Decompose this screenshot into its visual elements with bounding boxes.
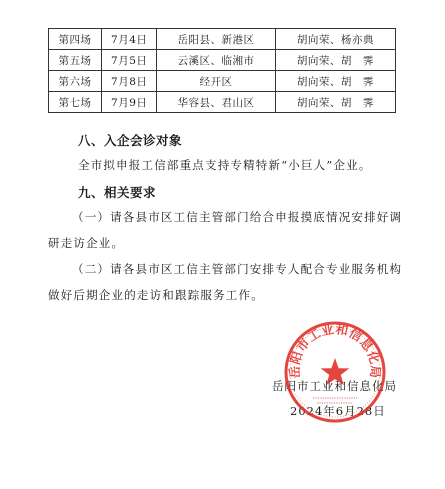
date-cell: 7月8日 (102, 71, 157, 92)
area-cell: 云溪区、临湘市 (157, 50, 275, 71)
session-cell: 第七场 (49, 92, 102, 113)
area-cell: 经开区 (157, 71, 275, 92)
star-icon (321, 358, 350, 385)
table-row (49, 71, 396, 92)
staff-cell: 胡向荣、胡 霁 (275, 92, 395, 113)
requirement-2-line-1: （二）请各县市区工信主管部门安排专人配合专业服务机构 (72, 262, 403, 276)
table-row (49, 29, 396, 50)
area-cell: 岳阳县、新港区 (157, 29, 275, 50)
requirement-2-line-2: 做好后期企业的走访和跟踪服务工作。 (48, 288, 264, 302)
session-cell: 第五场 (49, 50, 102, 71)
table-row (49, 92, 396, 113)
section-9-heading: 九、相关要求 (78, 185, 157, 200)
date-cell: 7月4日 (102, 29, 157, 50)
staff-cell: 胡向荣、胡 霁 (275, 71, 395, 92)
date-cell: 7月9日 (102, 92, 157, 113)
staff-cell: 胡向荣、胡 霁 (275, 50, 395, 71)
signature-date: 2024年6月28日 (290, 404, 386, 418)
session-cell: 第六场 (49, 71, 102, 92)
area-cell: 华容县、君山区 (157, 92, 275, 113)
staff-cell: 胡向荣、杨亦典 (275, 29, 395, 50)
requirement-1-line-2: 研走访企业。 (48, 236, 125, 250)
requirement-1-line-1: （一）请各县市区工信主管部门给合申报摸底情况安排好调 (72, 210, 403, 224)
table-row (49, 50, 396, 71)
section-8-heading: 八、入企会诊对象 (78, 133, 183, 148)
seal-text: 岳阳市工业和信息化局 (286, 321, 384, 379)
official-seal (283, 320, 387, 424)
signature-org: 岳阳市工业和信息化局 (272, 379, 397, 393)
schedule-table (48, 28, 396, 113)
section-8-body: 全市拟申报工信部重点支持专精特新“小巨人”企业。 (78, 158, 372, 172)
date-cell: 7月5日 (102, 50, 157, 71)
session-cell: 第四场 (49, 29, 102, 50)
